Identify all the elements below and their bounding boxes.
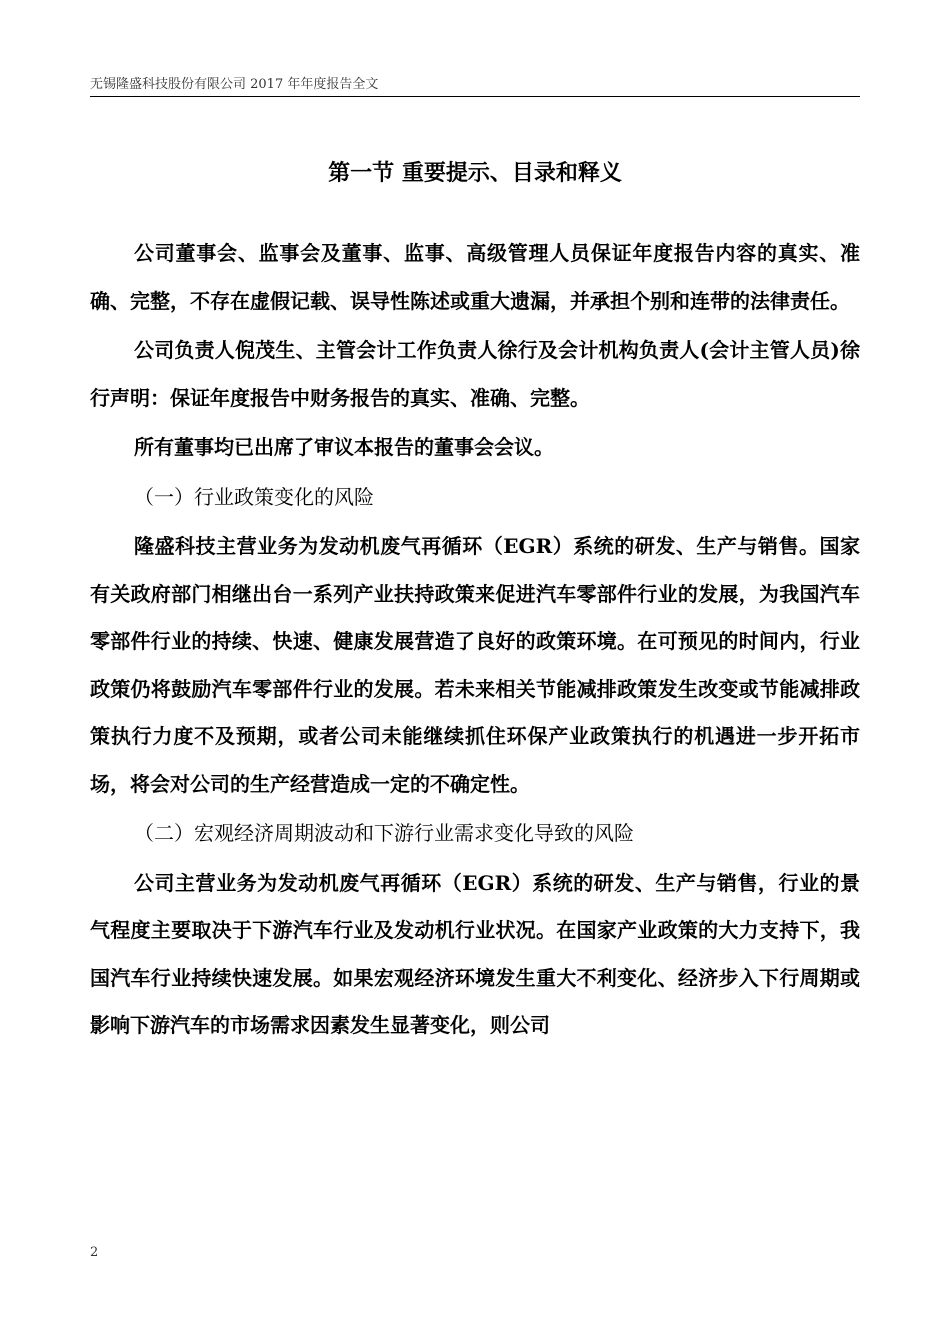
header-divider bbox=[90, 96, 860, 97]
paragraph-financial-statement-declaration: 公司负责人倪茂生、主管会计工作负责人徐行及会计机构负责人(会计主管人员)徐行声明：保证年度报告中财务报告的真实、准确、完整。 bbox=[90, 338, 860, 410]
risk-heading-industry-policy: （一）行业政策变化的风险 bbox=[134, 484, 374, 509]
paragraph-board-attendance: 所有董事均已出席了审议本报告的董事会会议。 bbox=[134, 435, 554, 459]
running-header: 无锡隆盛科技股份有限公司 2017 年年度报告全文 bbox=[90, 77, 379, 92]
page-number: 2 bbox=[90, 1245, 99, 1260]
paragraph-responsibility-statement: 公司董事会、监事会及董事、监事、高级管理人员保证年度报告内容的真实、准确、完整，不存在虚假记载、误导性陈述或重大遗漏，并承担个别和连带的法律责任。 bbox=[90, 241, 860, 313]
paragraph-industry-policy-risk: 隆盛科技主营业务为发动机废气再循环（EGR）系统的研发、生产与销售。国家有关政府部门相继出台一系列产业扶持政策来促进汽车零部件行业的发展，为我国汽车零部件行业的持续、快速、健康发展营造了良好的政策环境。在可预见的时间内，行业政策仍将鼓励汽车零部件行业的发展。若未来相关节能减排政策发生改变或节能减排政策执行力度不及预期，或者公司未能继续抓住环保产业政策执行的机遇进一步开拓市场，将会对公司的生产经营造成一定的不确定性。 bbox=[90, 534, 860, 796]
section-title: 第一节 重要提示、目录和释义 bbox=[328, 160, 622, 186]
risk-heading-macro-economy: （二）宏观经济周期波动和下游行业需求变化导致的风险 bbox=[134, 821, 634, 845]
paragraph-macro-economy-risk: 公司主营业务为发动机废气再循环（EGR）系统的研发、生产与销售，行业的景气程度主要取决于下游汽车行业及发动机行业状况。在国家产业政策的大力支持下，我国汽车行业持续快速发展。如果宏观经济环境发生重大不利变化、经济步入下行周期或影响下游汽车的市场需求因素发生显著变化，则公司 bbox=[90, 870, 860, 1037]
document-body bbox=[90, 230, 860, 1052]
